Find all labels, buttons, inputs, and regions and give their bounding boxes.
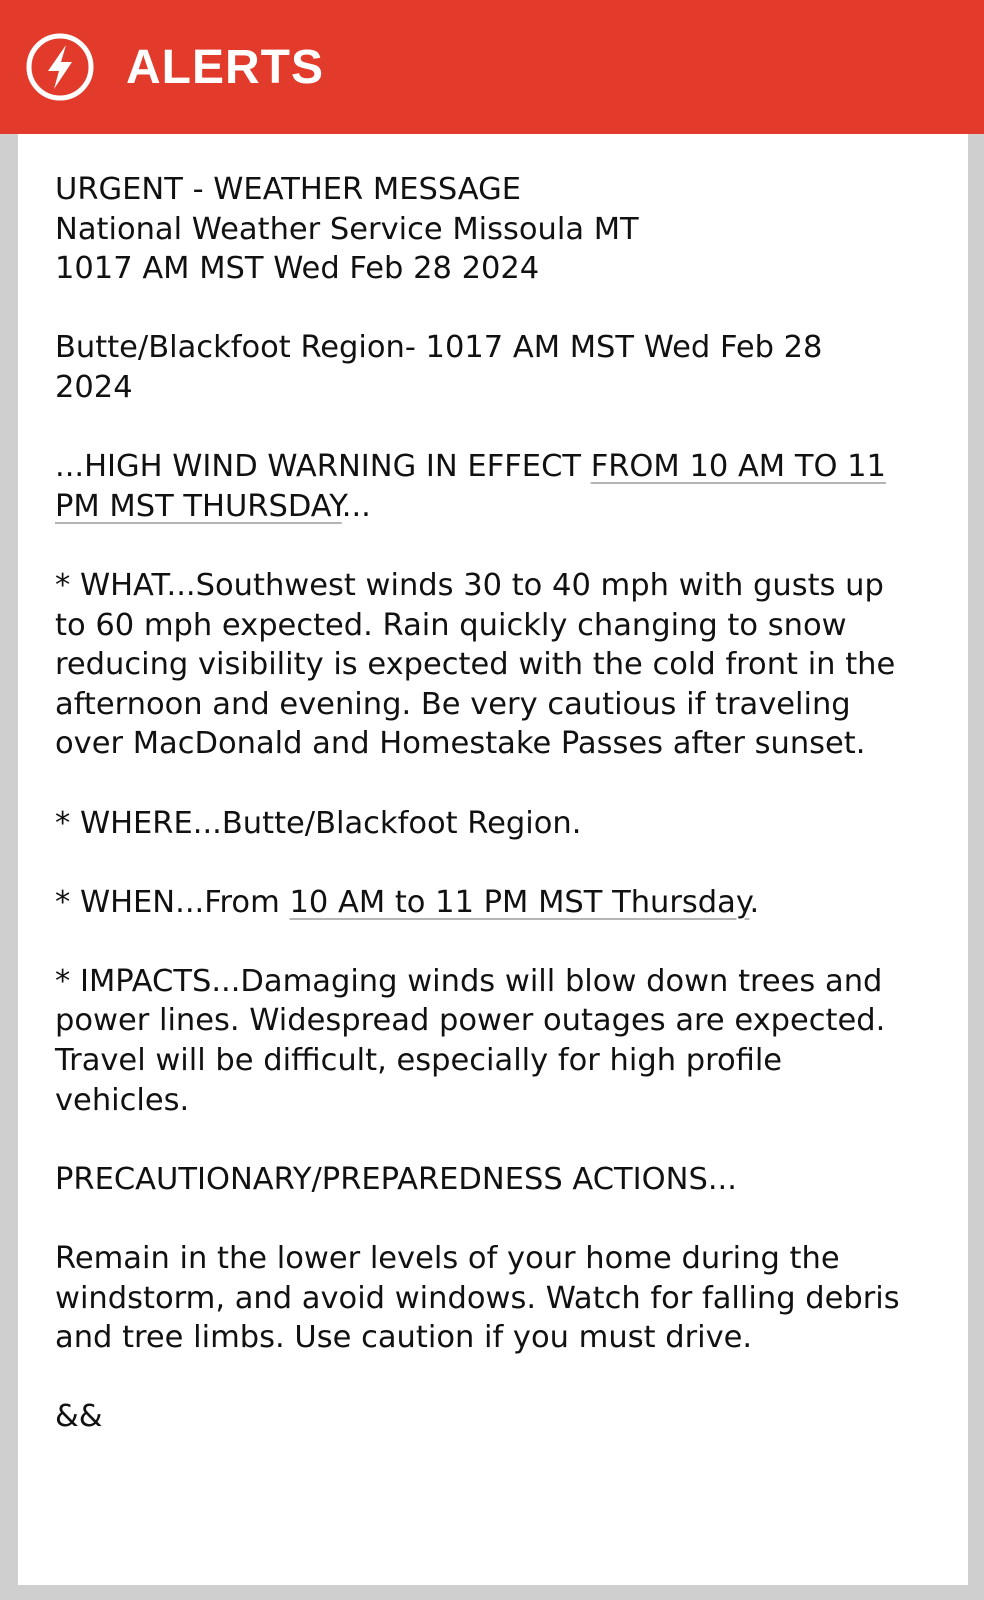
- message-line: National Weather Service Missoula MT: [55, 211, 639, 247]
- message-line: PRECAUTIONARY/PREPAREDNESS ACTIONS...: [55, 1161, 737, 1197]
- time-link[interactable]: FROM 10 AM TO 11: [590, 449, 886, 485]
- message-line: to 60 mph expected. Rain quickly changing to snow: [55, 607, 847, 643]
- headline-text: ...: [341, 488, 371, 524]
- when-text: * WHEN...From: [55, 884, 290, 920]
- message-line: Remain in the lower levels of your home during the: [55, 1241, 840, 1277]
- message-line: power lines. Widespread power outages are expected.: [55, 1003, 886, 1039]
- message-line: over MacDonald and Homestake Passes after sunset.: [55, 726, 866, 762]
- message-line: afternoon and evening. Be very cautious if traveling: [55, 686, 851, 722]
- message-line: * IMPACTS...Damaging winds will blow down trees and: [55, 963, 883, 999]
- time-link[interactable]: PM MST THURSDAY: [55, 488, 342, 524]
- message-line: * WHERE...Butte/Blackfoot Region.: [55, 805, 582, 841]
- headline-text: ...HIGH WIND WARNING IN EFFECT: [55, 449, 591, 485]
- header-title: ALERTS: [126, 40, 324, 94]
- message-line: &&: [55, 1399, 103, 1435]
- headline-line: [55, 487, 935, 527]
- message-line: 1017 AM MST Wed Feb 28 2024: [55, 251, 540, 287]
- message-line: vehicles.: [55, 1082, 190, 1118]
- alerts-header: [0, 0, 984, 134]
- when-text: .: [749, 884, 760, 920]
- alert-message-body: [55, 170, 935, 1437]
- message-line: reducing visibility is expected with the cold front in the: [55, 647, 896, 683]
- message-line: and tree limbs. Use caution if you must drive.: [55, 1320, 753, 1356]
- message-line: Butte/Blackfoot Region- 1017 AM MST Wed Feb 28: [55, 330, 823, 366]
- lightning-bolt-icon: [24, 31, 96, 103]
- message-line: * WHAT...Southwest winds 30 to 40 mph with gusts up: [55, 567, 884, 603]
- headline-line: [55, 447, 935, 487]
- alert-message-panel: [18, 134, 968, 1585]
- message-line: URGENT - WEATHER MESSAGE: [55, 172, 522, 207]
- message-line: 2024: [55, 369, 133, 405]
- message-line: Travel will be difficult, especially for high profile: [55, 1043, 783, 1079]
- when-line: [55, 883, 935, 923]
- message-line: windstorm, and avoid windows. Watch for falling debris: [55, 1280, 900, 1316]
- time-link[interactable]: 10 AM to 11 PM MST Thursday: [289, 884, 750, 920]
